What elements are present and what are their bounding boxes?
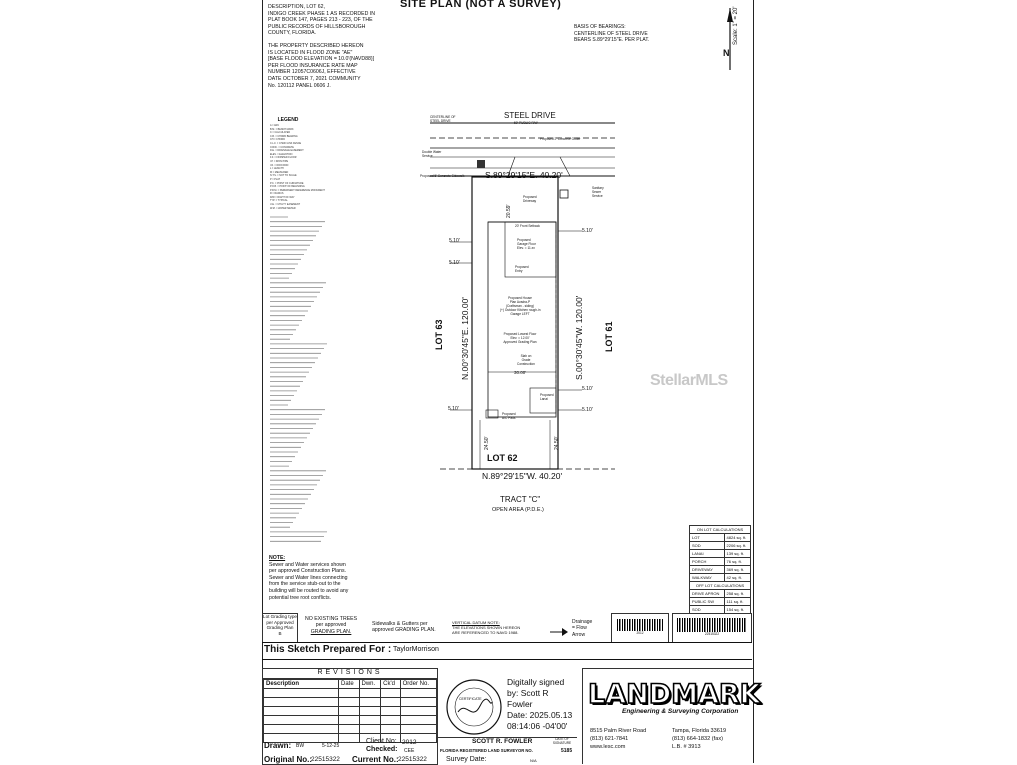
legend-item: R/W = RIGHT OF WAY [270,195,295,199]
legend-item: TYP. = TYPICAL [270,199,288,203]
south-boundary: N.89°29'15"W. 40.20' [482,471,563,481]
website-line: www.lesc.com [590,744,626,750]
calc-title-off: OFF LOT CALCULATIONS [690,582,751,590]
drainage-legend [572,619,592,638]
company-logo: LANDMARK [588,679,761,710]
calc-label: PUBLIC SW [690,598,725,606]
datum-line: ARE REFERENCED TO NAVD 1988. [452,630,519,636]
page-title: SITE PLAN (NOT A SURVEY) [400,0,562,10]
house-line: (Craftsman - siding) [506,304,534,308]
calc-label: DRIVEWAY [690,566,725,574]
calc-value: 2206 sq. ft. [724,542,750,550]
dim-30: 30.00' [514,370,527,375]
description-line: COUNTY, FLORIDA. [268,30,317,37]
calc-label: SOD [690,542,725,550]
vertical-datum-note [452,620,520,636]
table-row [690,558,751,566]
floor-line: Proposed Lowest Floor [503,332,537,336]
current-label: Current No.: [352,755,399,764]
surveyor-number: 5185 [561,748,573,754]
surveyor-seal-icon [444,678,504,736]
north-boundary: S.89°29'15"E. 40.20' [485,170,563,180]
company-address-left [590,727,646,751]
flood-line: PER FLOOD INSURANCE RATE MAP [268,62,358,69]
barcode-2-number: 22515322 [704,632,720,636]
date-of-signature-label: DATE OF SIGNATURE [552,737,572,745]
slab-label: Slab on Grade Construction [517,354,535,366]
calc-label: WALKWAY [690,574,725,582]
driveway-label: Proposed Driveway [523,195,537,203]
legend-item: CONC. = CONCRETE [270,145,294,149]
entry-label: Proposed Entry [515,265,529,273]
company-address-right [672,727,726,751]
house-line: Proposed House [508,296,532,300]
checked-label: Checked: [366,746,398,753]
lot-63-label: LOT 63 [434,319,444,350]
centerline-label: CENTERLINE OF STEEL DRIVE [430,115,456,123]
original-no: 22515322 [311,756,340,763]
description-line: INDIGO CREEK PHASE 1 AS RECORDED IN [268,10,375,17]
flow-arrow-icon [548,626,570,638]
flood-line: [BASE FLOOD ELEVATION = 10.0'(NAVD88)] [268,56,375,63]
flood-line: DATE OCTOBER 7, 2021 COMMUNITY [268,75,361,82]
lot-61-label: LOT 61 [604,321,614,352]
sidewalks-note [372,621,436,634]
lanai-label: Proposed Lanai [540,393,554,401]
phone-line: (813) 621-7841 [590,736,629,742]
street-name: STEEL DRIVE [504,111,556,120]
floor-label [500,332,540,344]
revisions-header: Ck'd [381,680,401,689]
legend-item: ELEV. = ELEVATION [270,152,293,156]
drawn-label: Drawn: [264,741,292,750]
datum-line: VERTICAL DATUM NOTE: [452,620,500,625]
legend-item: M = MEASURED [270,170,289,174]
legend-item: C.B. = CHORD BEARING [270,134,298,138]
drawn-by: BW [296,743,305,749]
legend-item: D.E. = DRAINAGE EASEMENT [270,149,304,153]
watermark: StellarMLS [650,372,728,389]
table-row [690,534,751,542]
house-line: Plan Avadra-P [509,300,531,304]
offset-west-3: 5.10' [448,406,459,412]
barcode-2 [677,618,747,632]
lot-grading-box [262,613,298,643]
drawn-date: 5-12-25 [322,743,340,749]
description-line: PUBLIC RECORDS OF HILLSBOROUGH [268,23,366,30]
company-subtitle: Engineering & Surveying Corporation [622,708,739,715]
signature-line: Date: 2025.05.13 [507,710,573,720]
digital-signature [507,677,572,732]
calc-label: DRIVE APRON [690,590,725,598]
note-line: building will be routed to avoid any [269,587,349,594]
legend-item: N.T.S. = NOT TO SCALE [270,174,297,178]
sidewalks-line: Sidewalks & Gutters per [372,621,428,627]
revisions-title: REVISIONS [263,669,437,679]
calc-value: 369 sq. ft. [724,566,750,574]
on-lot-calculations [689,525,751,614]
legend-item: R = RADIUS [270,192,284,196]
garage-label: Proposed Garage Floor Elev. = 11.xx [517,238,536,250]
legend-item: P.C. = POINT OF CURVATURE [270,181,304,185]
calc-value: 76 sq. ft. [724,558,750,566]
tract-label: TRACT "C" [500,495,541,504]
survey-date-label: Survey Date: [446,756,487,763]
lot-62-label: LOT 62 [487,453,518,463]
surveyor-title: FLORIDA REGISTERED LAND SURVEYOR NO. [440,748,533,753]
calc-label: LANAI [690,550,725,558]
legend-item: P.O.B. = POINT OF BEGINNING [270,185,305,189]
description-block [268,4,386,89]
barcode-box-2 [672,613,752,643]
calc-title-on: ON LOT CALCULATIONS [690,526,751,534]
fax-line: (813) 664-1832 (fax) [672,736,723,742]
calc-label: LOT [690,534,725,542]
dim-2450-w: 24.50' [484,436,490,450]
basis-of-bearings [574,24,684,44]
flood-line: IS LOCATED IN FLOOD ZONE "AE" [268,49,353,56]
floor-line: Elev. = 12.00' [510,336,530,340]
east-boundary: S.00°30'45"W. 120.00' [574,295,584,380]
calc-value: 42 sq. ft. [724,574,750,582]
grading-type: B [278,630,282,636]
barcode-1-number: 2012 [636,631,644,635]
table-row [690,590,751,598]
house-label [500,296,540,316]
dim-2450-e: 24.50' [554,436,560,450]
trees-line: per approved [315,622,347,629]
revisions-header: Description [264,680,339,689]
house-line: Garage LEFT [510,312,530,316]
offset-east-2: 5.10' [582,386,593,392]
legend-item: L = LENGTH [270,167,284,171]
sidewalk-label: Proposed 5' Concrete Sidewalk [420,174,465,178]
water-service-label: Double Water Service [422,150,442,158]
legend-title: LEGEND [277,117,299,123]
sidewalks-line: approved GRADING PLAN. [372,627,436,634]
street-rw: 50' PUBLIC R/W [514,121,538,125]
client-no: 2012 [402,739,417,746]
flood-line: No. 120112 PANEL 0606 J. [268,82,331,89]
legend-item: I.P. = IRON PIPE [270,159,289,163]
bearings-line: CENTERLINE OF STEEL DRIVE [574,30,648,37]
table-row [690,566,751,574]
signature-line: Digitally signed [507,677,565,687]
calc-value: 154 sq. ft. [724,606,750,614]
grading-line: per Approved [266,619,294,625]
dim-2059: 20.59' [506,204,512,218]
legend-item: A = ARC [270,124,280,127]
address-line: 8515 Palm River Road [590,728,647,734]
west-boundary: N.00°30'45"E. 120.00' [460,297,470,380]
legend-item: C.L.F. = CHAIN LINK FENCE [270,141,302,145]
house-line: (+) Outdoor Kitchen rough-in [500,308,541,312]
drainage-line: Arrow [572,631,586,638]
revisions-header: Order No. [400,680,436,689]
bearings-line: BEARS S.89°29'15"E. PER PLAT. [574,37,650,44]
bearings-line: BASIS OF BEARINGS: [574,24,626,30]
city-line: Tampa, Florida 33619 [672,728,727,734]
legend-item: U.E. = UTILITY EASEMENT [270,203,301,207]
no-trees-note [305,616,357,635]
note-line: potential tree root conflicts. [269,594,331,601]
setback-label: 20' Front Setback [515,224,540,228]
table-row [690,550,751,558]
note-line: from the service stub-out to the [269,581,341,588]
calc-value: 139 sq. ft. [724,550,750,558]
legend-item: I.R. = IRON ROD [270,163,289,167]
calc-value: 258 sq. ft. [724,590,750,598]
description-line: PLAT BOOK 147, PAGES 213 - 223, OF THE [268,17,373,24]
trees-line: NO EXISTING TREES [305,616,358,622]
drainage-line: Drainage [572,619,593,625]
surveyor-name: SCOTT R. FOWLER [472,738,533,745]
note-line: per approved Construction Plans. [269,568,346,575]
prepared-for-value: TaylorMorrison [393,646,439,653]
gutter-label: Proposed 2' Concrete Gutter [540,137,581,141]
original-label: Original No.: [264,755,312,764]
note-block [269,555,357,601]
scale-label: Scale: 1" = 20' [733,6,739,45]
note-line: Sewer and Water services shown [269,561,346,568]
sewer-label: Sanitary Sewer Service [592,186,604,198]
calc-label: SOD [690,606,725,614]
legend-item: C = CALCULATED [270,131,291,135]
north-label: N [723,48,730,58]
tract-sub-label: OPEN AREA (P.D.E.) [492,507,544,513]
current-no: 22515322 [398,756,427,763]
offset-west-2: 5.10' [449,260,460,266]
prepared-label: This Sketch Prepared For : [264,644,392,655]
trees-line: GRADING PLAN. [310,628,352,635]
floor-line: Approved Grading Plan [503,340,537,344]
client-label: Client No: [366,738,397,745]
offset-east-3: 5.10' [582,407,593,413]
datum-line: THE ELEVATIONS SHOWN HEREON [452,625,521,631]
prepared-for-strip [262,642,752,660]
legend-item: P.R.M. = PERMANENT REFERENCE MONUMENT [270,188,325,192]
barcode-box-1 [611,613,669,643]
legend-list [270,124,330,210]
ac-label: Proposed A/C Pads [502,412,516,420]
table-row [690,574,751,582]
legend-item: F.F. = FINISHED FLOOR [270,156,297,160]
offset-east-1: 5.10' [582,228,593,234]
survey-date: N/A [530,758,537,763]
note-line: Sewer and Water lines connecting [269,574,348,581]
signature-line: 08:14:06 -04'00' [507,721,568,731]
flood-line: NUMBER 12057C0606J, EFFECTIVE [268,69,356,76]
checked-by: CEE [404,748,415,754]
drainage-line: = Flow [572,625,587,632]
legend-item: W.M. = WATER METER [270,206,296,210]
calc-label: PORCH [690,558,725,566]
license-line: L.B. # 3913 [672,744,701,750]
grading-line: Grading Plan [266,625,294,631]
calc-value: 4824 sq. ft. [724,534,750,542]
table-row [690,542,751,550]
legend-item: CH = CHORD [270,138,285,142]
legend-item: P = PLAT [270,177,281,181]
signature-line: Fowler [507,699,533,709]
revisions-header: Dwn. [359,680,381,689]
signature-line: by: Scott R [507,688,549,698]
revisions-header: Date [339,680,360,689]
grading-line: Lot Grading type [263,614,297,619]
revisions-table [263,679,437,743]
legend-fineprint [270,215,330,550]
legend-item: B.M. = BENCH MARK [270,127,294,131]
table-row [690,598,751,606]
description-line: DESCRIPTION, LOT 62, [268,4,325,10]
note-heading: NOTE: [269,555,286,561]
flood-line: THE PROPERTY DESCRIBED HEREON [268,42,364,49]
seal-text: CERTIFICATE [459,697,482,701]
barcode-1 [617,619,663,631]
offset-west-1: 5.10' [449,238,460,244]
calc-value: 111 sq. ft. [724,598,750,606]
